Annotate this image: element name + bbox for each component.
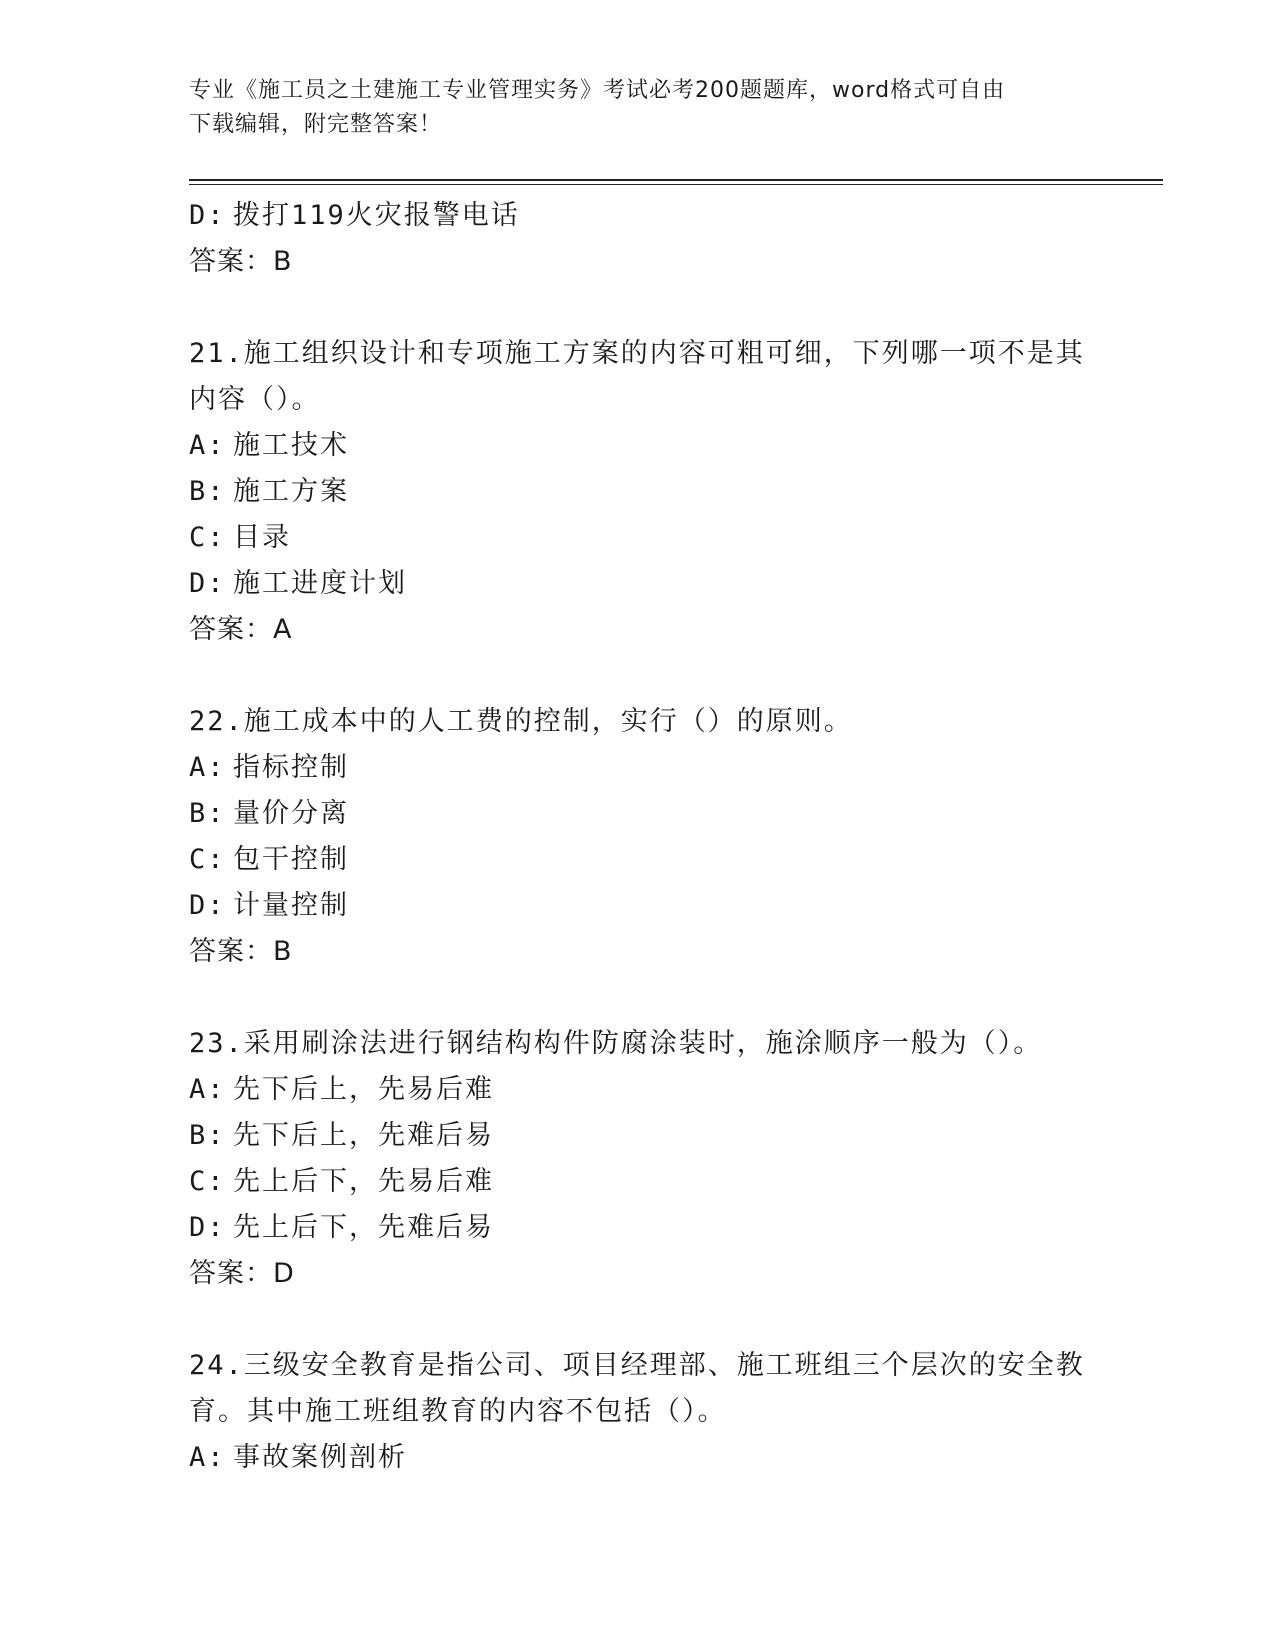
- question-24: [189, 1343, 1089, 1481]
- option-c: C: 包干控制: [189, 844, 349, 875]
- answer-line: 答案：B: [189, 246, 293, 277]
- answer-line: 答案：D: [189, 1258, 295, 1289]
- question-stem: 23.采用刷涂法进行钢结构构件防腐涂装时，施涂顺序一般为（）。: [189, 1028, 1043, 1059]
- option-c: C: 目录: [189, 522, 291, 553]
- question-stem: 22.施工成本中的人工费的控制，实行（）的原则。: [189, 706, 853, 737]
- document-header: [189, 74, 1089, 142]
- option-b: B: 量价分离: [189, 798, 349, 829]
- answer-line: 答案：A: [189, 614, 293, 645]
- option-c: C: 先上后下，先易后难: [189, 1166, 494, 1197]
- question-stem: 21.施工组织设计和专项施工方案的内容可粗可细，下列哪一项不是其: [189, 338, 1085, 369]
- option-a: A: 事故案例剖析: [189, 1442, 407, 1473]
- question-22: [189, 699, 1089, 975]
- option-b: B: 施工方案: [189, 476, 349, 507]
- question-stem-continued: 育。其中施工班组教育的内容不包括（）。: [189, 1396, 727, 1427]
- option-a: A: 指标控制: [189, 752, 349, 783]
- header-divider: [189, 179, 1163, 185]
- header-line-1: 专业《施工员之土建施工专业管理实务》考试必考200题题库，word格式可自由: [189, 78, 1006, 103]
- option-d: D: 计量控制: [189, 890, 349, 921]
- header-line-2: 下载编辑，附完整答案！: [189, 112, 443, 137]
- option-a: A: 先下后上，先易后难: [189, 1074, 494, 1105]
- answer-line: 答案：B: [189, 936, 293, 967]
- question-21: [189, 331, 1089, 653]
- option-a: A: 施工技术: [189, 430, 349, 461]
- option-d: D: 拨打119火灾报警电话: [189, 200, 520, 231]
- question-list: [189, 193, 1089, 1481]
- option-b: B: 先下后上，先难后易: [189, 1120, 494, 1151]
- question-23: [189, 1021, 1089, 1297]
- question-stem: 24.三级安全教育是指公司、项目经理部、施工班组三个层次的安全教: [189, 1350, 1085, 1381]
- question-stem-continued: 内容（）。: [189, 384, 321, 415]
- option-d: D: 先上后下，先难后易: [189, 1212, 494, 1243]
- option-d: D: 施工进度计划: [189, 568, 407, 599]
